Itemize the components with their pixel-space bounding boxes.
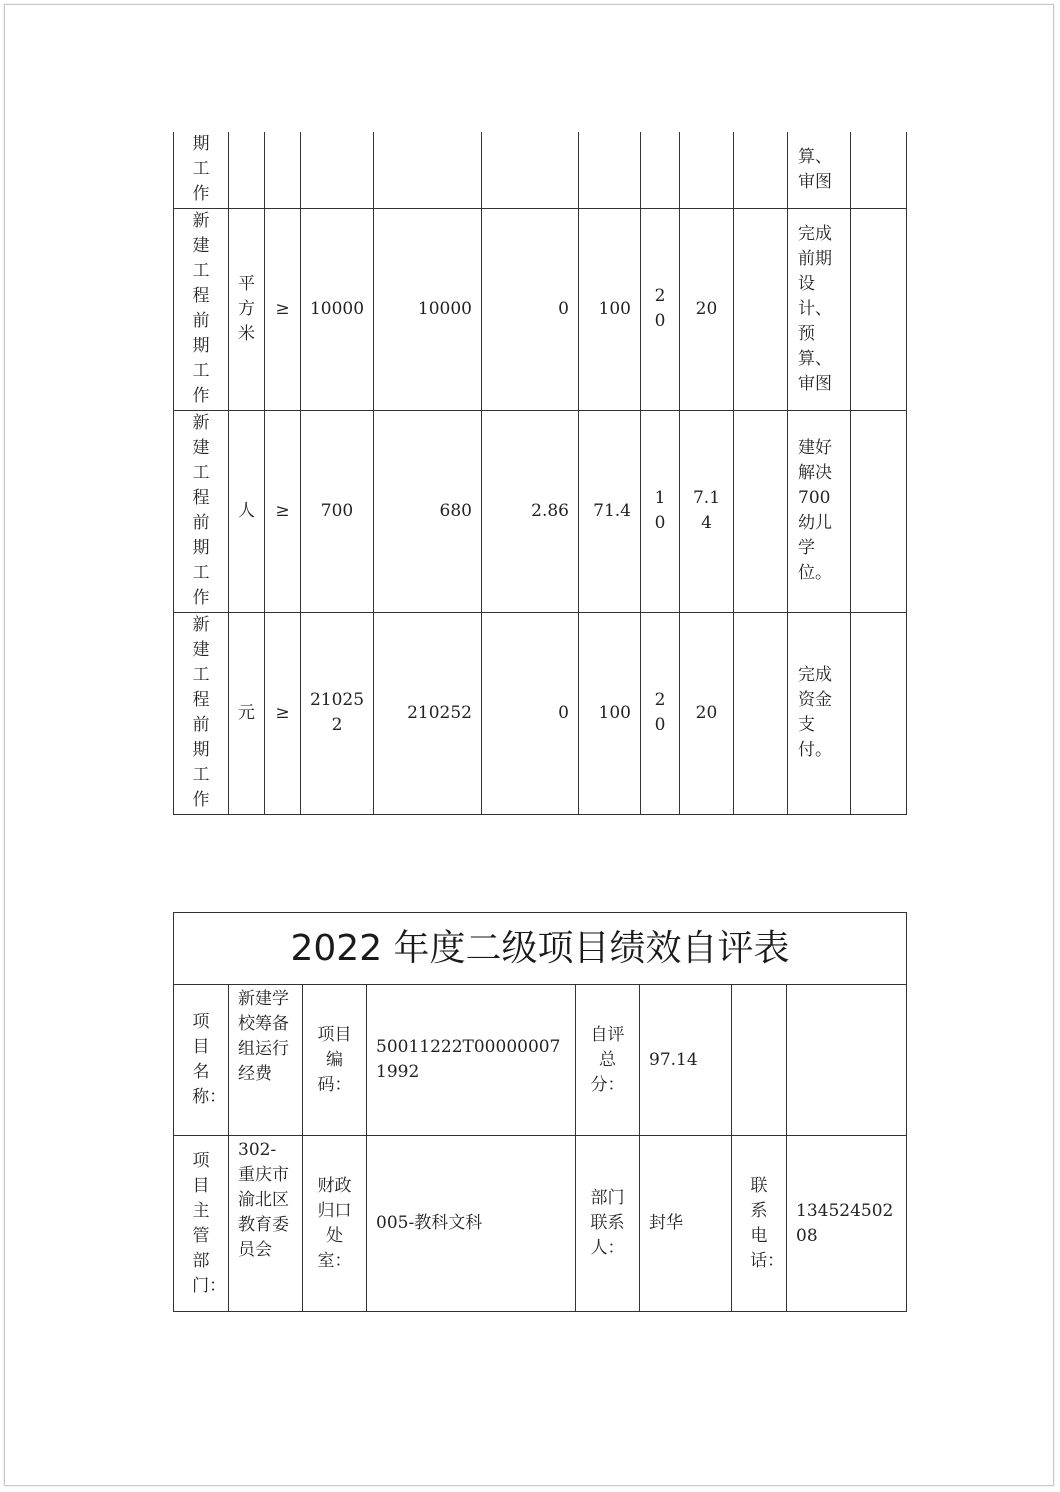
operator-cell [265,132,301,208]
deviation-cell [482,132,579,208]
score-cell: 20 [680,612,734,814]
reason-cell [734,410,788,612]
indicator-table [173,132,907,815]
score-cell [680,132,734,208]
indicator-name-cell: 新建工程前期工作 [174,208,229,410]
self-score-value: 97.14 [640,985,732,1136]
phone-label: 联系电话： [732,1136,787,1312]
project-code-label: 项目编码： [303,985,367,1136]
self-score-label: 自评总分： [576,985,640,1136]
unit-cell: 人 [229,410,265,612]
operator-cell: ≥ [265,208,301,410]
deviation-cell: 0 [482,208,579,410]
department-value: 302-重庆市渝北区教育委员会 [229,1136,303,1312]
table-row [174,132,907,208]
description-cell: 算、审图 [788,132,851,208]
weight-cell [641,132,680,208]
form-title-row [174,913,907,985]
form-title: 2022 年度二级项目绩效自评表 [174,913,907,985]
table-row [174,985,907,1136]
score-cell: 7.14 [680,410,734,612]
table-row [174,1136,907,1312]
unit-cell [229,132,265,208]
project-code-value: 50011222T000000071992 [367,985,576,1136]
phone-value: 13452450208 [787,1136,907,1312]
contact-label: 部门联系人： [576,1136,640,1312]
empty-cell [732,985,787,1136]
rate-cell: 100 [579,612,641,814]
indicator-name-cell: 期工作 [174,132,229,208]
target-cell: 10000 [301,208,374,410]
target-cell: 700 [301,410,374,612]
indicator-name-cell: 新建工程前期工作 [174,612,229,814]
empty-cell [787,985,907,1136]
evaluation-form-table [173,912,907,1312]
contact-value: 封华 [640,1136,732,1312]
deviation-cell: 0 [482,612,579,814]
department-label: 项目主管部门： [174,1136,229,1312]
operator-cell: ≥ [265,410,301,612]
description-cell: 完成资金支付。 [788,612,851,814]
operator-cell: ≥ [265,612,301,814]
reason-cell [734,132,788,208]
reason-cell [734,208,788,410]
project-name-value: 新建学校筹备组运行经费 [229,985,303,1136]
project-name-label: 项目名称： [174,985,229,1136]
remark-cell [851,612,907,814]
description-cell: 建好解决700幼儿学位。 [788,410,851,612]
finance-office-label: 财政归口处室： [303,1136,367,1312]
actual-cell: 10000 [374,208,482,410]
finance-office-value: 005-教科文科 [367,1136,576,1312]
unit-cell: 元 [229,612,265,814]
weight-cell: 10 [641,410,680,612]
remark-cell [851,208,907,410]
rate-cell [579,132,641,208]
actual-cell [374,132,482,208]
unit-cell: 平方米 [229,208,265,410]
rate-cell: 100 [579,208,641,410]
deviation-cell: 2.86 [482,410,579,612]
table-row [174,410,907,612]
remark-cell [851,410,907,612]
table-row [174,208,907,410]
target-cell: 210252 [301,612,374,814]
table-row [174,612,907,814]
indicator-name-cell: 新建工程前期工作 [174,410,229,612]
remark-cell [851,132,907,208]
weight-cell: 20 [641,612,680,814]
actual-cell: 680 [374,410,482,612]
target-cell [301,132,374,208]
reason-cell [734,612,788,814]
actual-cell: 210252 [374,612,482,814]
rate-cell: 71.4 [579,410,641,612]
weight-cell: 20 [641,208,680,410]
score-cell: 20 [680,208,734,410]
description-cell: 完成前期设计、预算、审图 [788,208,851,410]
